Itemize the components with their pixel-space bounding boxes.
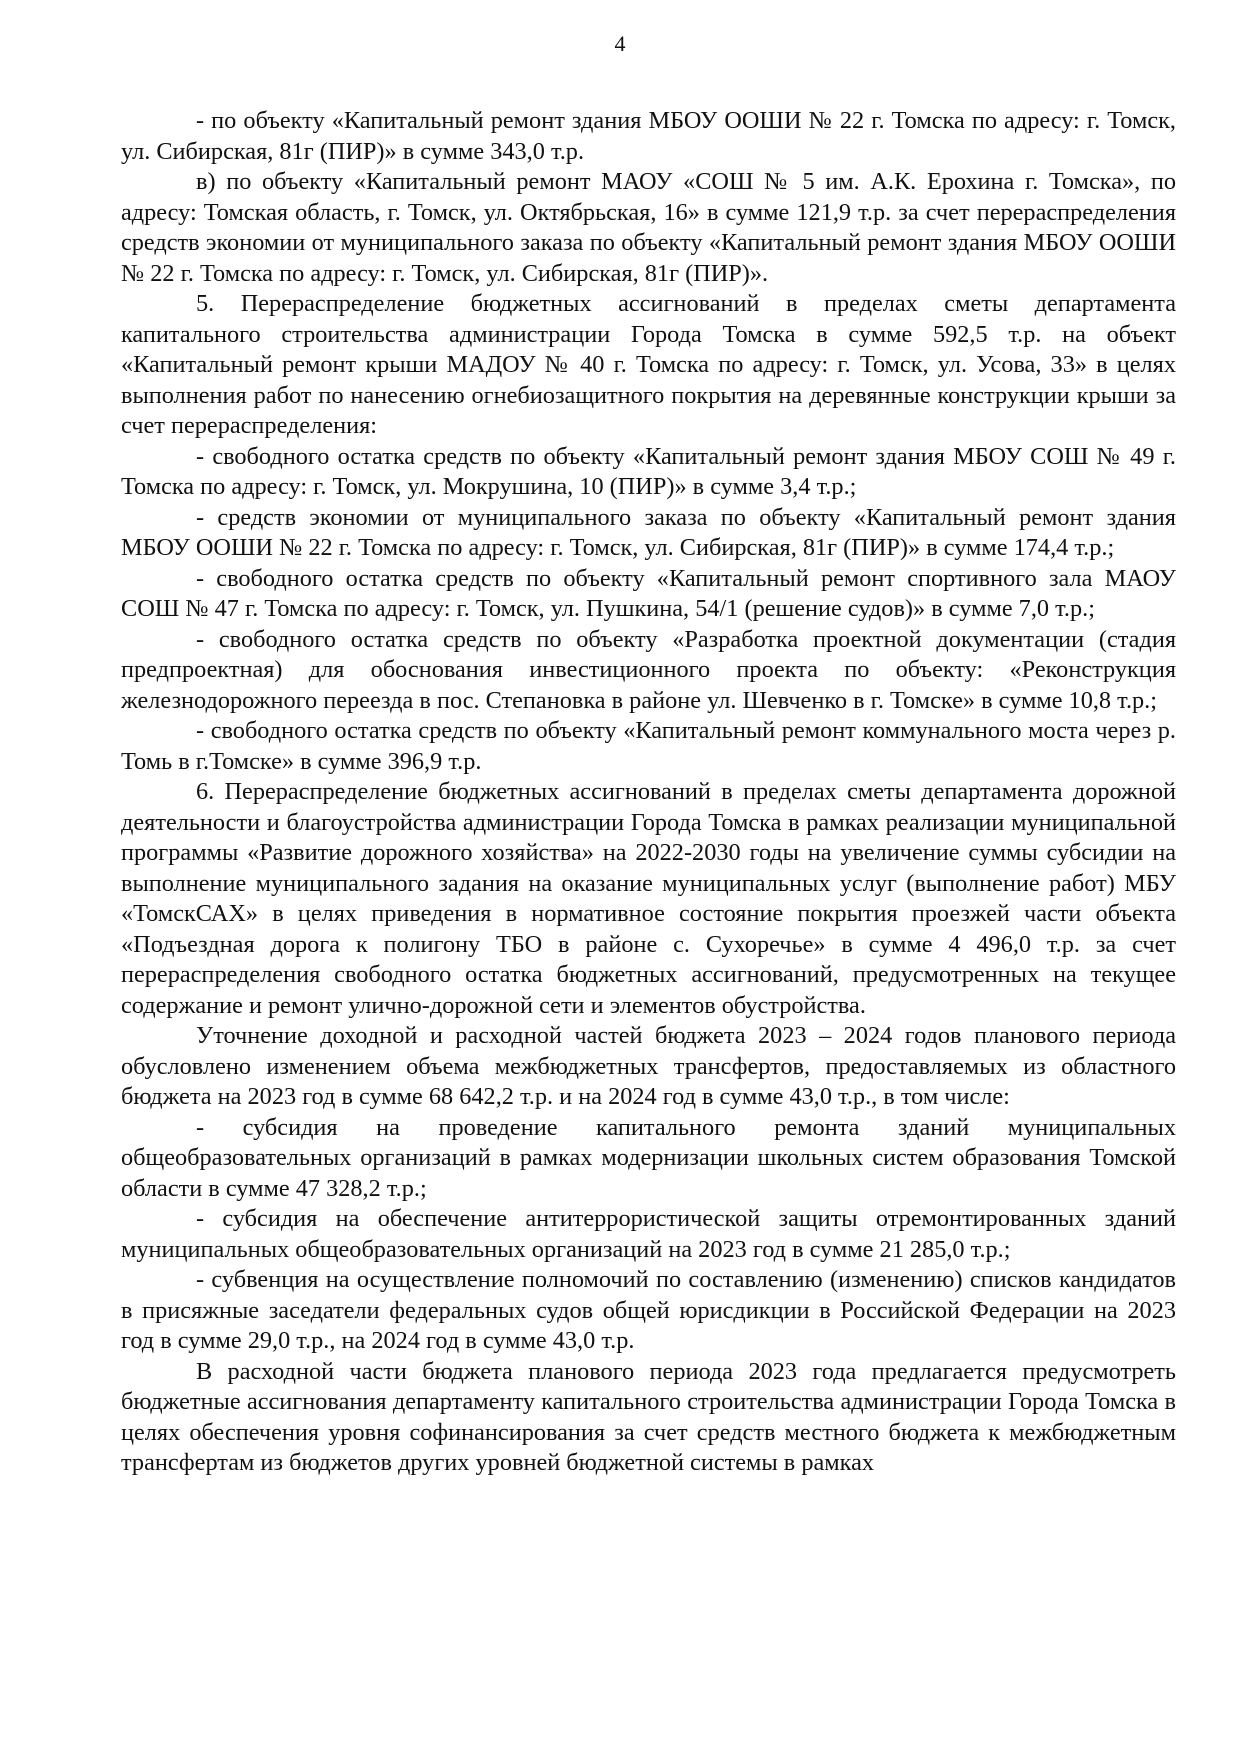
paragraph-11: - субсидия на проведение капитального ремонта зданий муниципальных общеобразовательных организаций в рамках модернизации школьных систем образования Томской области в сумме 47 328,2 т.р.;	[121, 1113, 1176, 1202]
paragraph-12: - субсидия на обеспечение антитеррористической защиты отремонтированных зданий муниципальных общеобразовательных организаций на 2023 год в сумме 21 285,0 т.р.;	[121, 1205, 1176, 1263]
paragraph-3: 5. Перераспределение бюджетных ассигнований в пределах сметы департамента капитального строительства администрации Города Томска в сумме 592,5 т.р. на объект «Капитальный ремонт крыши МАДОУ № 40 г. Томска по адресу: г. Томск, ул. Усова, 33» в целях выполнения работ по нанесению огнебиозащитного покрытия на деревянные конструкции крыши за счет перераспределения:	[121, 290, 1176, 439]
paragraph-1: - по объекту «Капитальный ремонт здания МБОУ ООШИ № 22 г. Томска по адресу: г. Томск, ул. Сибирская, 81г (ПИР)» в сумме 343,0 т.р.	[121, 107, 1176, 165]
paragraph-8: - свободного остатка средств по объекту «Капитальный ремонт коммунального моста через р. Томь в г.Томске» в сумме 396,9 т.р.	[121, 717, 1176, 775]
paragraph-6: - свободного остатка средств по объекту «Капитальный ремонт спортивного зала МАОУ СОШ № 47 г. Томска по адресу: г. Томск, ул. Пушкина, 54/1 (решение судов)» в сумме 7,0 т.р.;	[121, 564, 1176, 622]
page-number: 4	[614, 31, 626, 56]
paragraph-4: - свободного остатка средств по объекту «Капитальный ремонт здания МБОУ СОШ № 49 г. Томска по адресу: г. Томск, ул. Мокрушина, 10 (ПИР)» в сумме 3,4 т.р.;	[121, 442, 1176, 500]
paragraph-2: в) по объекту «Капитальный ремонт МАОУ «СОШ № 5 им. А.К. Ерохина г. Томска», по адресу: Томская область, г. Томск, ул. Октябрьская, 16» в сумме 121,9 т.р. за счет перераспределения средств экономии от муниципального заказа по объекту «Капитальный ремонт здания МБОУ ООШИ № 22 г. Томска по адресу: г. Томск, ул. Сибирская, 81г (ПИР)».	[121, 168, 1176, 287]
document-body	[121, 106, 1176, 1479]
paragraph-14: В расходной части бюджета планового периода 2023 года предлагается предусмотреть бюджетные ассигнования департаменту капитального строительства администрации Города Томска в целях обеспечения уровня софинансирования за счет средств местного бюджета к межбюджетным трансфертам из бюджетов других уровней бюджетной системы в рамках	[121, 1357, 1176, 1476]
paragraph-9: 6. Перераспределение бюджетных ассигнований в пределах сметы департамента дорожной деятельности и благоустройства администрации Города Томска в рамках реализации муниципальной программы «Развитие дорожного хозяйства» на 2022-2030 годы на увеличение суммы субсидии на выполнение муниципального задания на оказание муниципальных услуг (выполнение работ) МБУ «ТомскСАХ» в целях приведения в нормативное состояние покрытия проезжей части объекта «Подъездная дорога к полигону ТБО в районе с. Сухоречье» в сумме 4 496,0 т.р. за счет перераспределения свободного остатка бюджетных ассигнований, предусмотренных на текущее содержание и ремонт улично-дорожной сети и элементов обустройства.	[121, 778, 1176, 1019]
paragraph-5: - средств экономии от муниципального заказа по объекту «Капитальный ремонт здания МБОУ ООШИ № 22 г. Томска по адресу: г. Томск, ул. Сибирская, 81г (ПИР)» в сумме 174,4 т.р.;	[121, 503, 1176, 561]
paragraph-10: Уточнение доходной и расходной частей бюджета 2023 – 2024 годов планового периода обусловлено изменением объема межбюджетных трансфертов, предоставляемых из областного бюджета на 2023 год в сумме 68 642,2 т.р. и на 2024 год в сумме 43,0 т.р., в том числе:	[121, 1022, 1176, 1110]
paragraph-7: - свободного остатка средств по объекту «Разработка проектной документации (стадия предпроектная) для обоснования инвестиционного проекта по объекту: «Реконструкция железнодорожного переезда в пос. Степановка в районе ул. Шевченко в г. Томске» в сумме 10,8 т.р.;	[121, 625, 1176, 714]
paragraph-13: - субвенция на осуществление полномочий по составлению (изменению) списков кандидатов в присяжные заседатели федеральных судов общей юрисдикции в Российской Федерации на 2023 год в сумме 29,0 т.р., на 2024 год в сумме 43,0 т.р.	[121, 1266, 1176, 1354]
